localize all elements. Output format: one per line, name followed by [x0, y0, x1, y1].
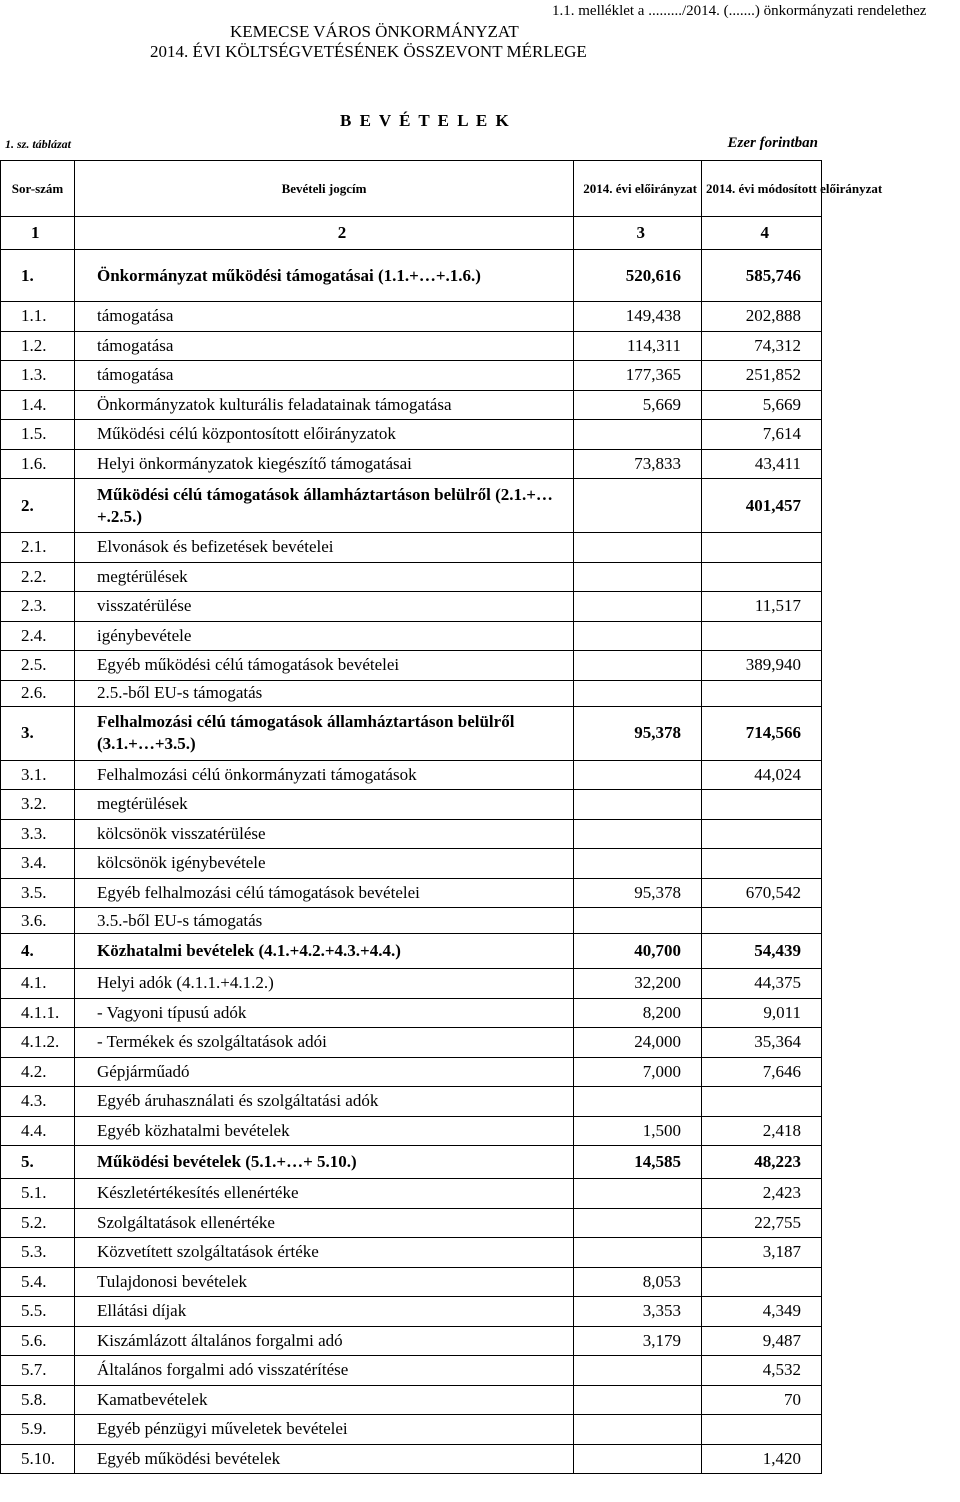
- table-row: [1, 1356, 822, 1386]
- row-title: támogatása: [75, 331, 574, 361]
- row-number: 1.: [1, 250, 75, 302]
- table-row: [1, 331, 822, 361]
- planned-amount: [574, 849, 702, 879]
- row-number: 3.4.: [1, 849, 75, 879]
- planned-amount: 3,179: [574, 1326, 702, 1356]
- row-number: 3.2.: [1, 790, 75, 820]
- row-number: 3.6.: [1, 908, 75, 934]
- row-number: 5.6.: [1, 1326, 75, 1356]
- planned-amount: [574, 1356, 702, 1386]
- table-row: [1, 1179, 822, 1209]
- table-row: [1, 1267, 822, 1297]
- table-number: 1. sz. táblázat: [5, 137, 72, 151]
- row-number: 2.3.: [1, 592, 75, 622]
- table-row: [1, 849, 822, 879]
- row-title: támogatása: [75, 361, 574, 391]
- planned-amount: [574, 1444, 702, 1474]
- planned-amount: 40,700: [574, 934, 702, 969]
- table-row: [1, 1385, 822, 1415]
- header-modified: 2014. évi módosított előirányzat: [702, 161, 822, 217]
- modified-amount: 5,669: [702, 390, 822, 420]
- row-title: kölcsönök igénybevétele: [75, 849, 574, 879]
- modified-amount: 670,542: [702, 878, 822, 908]
- row-title: Egyéb közhatalmi bevételek: [75, 1116, 574, 1146]
- modified-amount: [702, 562, 822, 592]
- modified-amount: 3,187: [702, 1238, 822, 1268]
- row-title: Kiszámlázott általános forgalmi adó: [75, 1326, 574, 1356]
- row-title: Önkormányzatok kulturális feladatainak támogatása: [75, 390, 574, 420]
- table-row: [1, 1208, 822, 1238]
- planned-amount: [574, 1087, 702, 1117]
- row-title: Felhalmozási célú önkormányzati támogatások: [75, 760, 574, 790]
- row-title: Készletértékesítés ellenértéke: [75, 1179, 574, 1209]
- planned-amount: [574, 760, 702, 790]
- modified-amount: [702, 908, 822, 934]
- row-title: Helyi adók (4.1.1.+4.1.2.): [75, 969, 574, 999]
- modified-amount: [702, 533, 822, 563]
- row-title: Önkormányzat működési támogatásai (1.1.+…+.1.6.): [75, 250, 574, 302]
- revenue-table: [0, 160, 883, 1474]
- row-title: megtérülések: [75, 790, 574, 820]
- modified-amount: 43,411: [702, 449, 822, 479]
- modified-amount: 48,223: [702, 1146, 822, 1179]
- table-row: [1, 878, 822, 908]
- row-title: igénybevétele: [75, 621, 574, 651]
- row-number: 3.3.: [1, 819, 75, 849]
- modified-amount: 9,011: [702, 998, 822, 1028]
- column-number: 2: [75, 217, 574, 250]
- row-number: 2.5.: [1, 651, 75, 681]
- planned-amount: 24,000: [574, 1028, 702, 1058]
- table-row: [1, 302, 822, 332]
- row-number: 1.4.: [1, 390, 75, 420]
- row-title: Felhalmozási célú támogatások államháztartáson belülről (3.1.+…+3.5.): [75, 706, 574, 760]
- planned-amount: [574, 908, 702, 934]
- modified-amount: 2,418: [702, 1116, 822, 1146]
- table-row: [1, 621, 822, 651]
- row-number: 4.4.: [1, 1116, 75, 1146]
- modified-amount: 70: [702, 1385, 822, 1415]
- table-row: [1, 1057, 822, 1087]
- row-number: 3.: [1, 706, 75, 760]
- municipality-name: KEMECSE VÁROS ÖNKORMÁNYZAT: [230, 22, 519, 41]
- planned-amount: [574, 420, 702, 450]
- modified-amount: 74,312: [702, 331, 822, 361]
- planned-amount: 114,311: [574, 331, 702, 361]
- row-number: 5.: [1, 1146, 75, 1179]
- table-row: [1, 1116, 822, 1146]
- planned-amount: 8,053: [574, 1267, 702, 1297]
- modified-amount: 7,614: [702, 420, 822, 450]
- modified-amount: 714,566: [702, 706, 822, 760]
- row-number: 5.2.: [1, 1208, 75, 1238]
- row-title: Egyéb áruhasználati és szolgáltatási adók: [75, 1087, 574, 1117]
- row-number: 1.5.: [1, 420, 75, 450]
- row-title: Tulajdonosi bevételek: [75, 1267, 574, 1297]
- row-number: 5.9.: [1, 1415, 75, 1445]
- row-number: 3.5.: [1, 878, 75, 908]
- row-number: 4.: [1, 934, 75, 969]
- planned-amount: [574, 562, 702, 592]
- planned-amount: [574, 621, 702, 651]
- row-title: 3.5.-ből EU-s támogatás: [75, 908, 574, 934]
- modified-amount: 35,364: [702, 1028, 822, 1058]
- planned-amount: [574, 1179, 702, 1209]
- header-planned: 2014. évi előirányzat: [574, 161, 702, 217]
- row-number: 4.3.: [1, 1087, 75, 1117]
- table-row: [1, 706, 822, 760]
- table-row: [1, 1238, 822, 1268]
- table-row: [1, 908, 822, 934]
- planned-amount: 32,200: [574, 969, 702, 999]
- planned-amount: 3,353: [574, 1297, 702, 1327]
- table-row: [1, 1146, 822, 1179]
- row-title: Kamatbevételek: [75, 1385, 574, 1415]
- row-title: - Termékek és szolgáltatások adói: [75, 1028, 574, 1058]
- modified-amount: 389,940: [702, 651, 822, 681]
- row-title: - Vagyoni típusú adók: [75, 998, 574, 1028]
- table-row: [1, 790, 822, 820]
- row-title: visszatérülése: [75, 592, 574, 622]
- modified-amount: 22,755: [702, 1208, 822, 1238]
- row-number: 4.1.: [1, 969, 75, 999]
- row-number: 3.1.: [1, 760, 75, 790]
- planned-amount: 95,378: [574, 706, 702, 760]
- modified-amount: 44,375: [702, 969, 822, 999]
- row-title: Gépjárműadó: [75, 1057, 574, 1087]
- header-serial: Sor-szám: [1, 161, 75, 217]
- budget-title: 2014. ÉVI KÖLTSÉGVETÉSÉNEK ÖSSZEVONT MÉRLEGE: [150, 42, 587, 61]
- planned-amount: 149,438: [574, 302, 702, 332]
- modified-amount: [702, 621, 822, 651]
- row-number: 2.1.: [1, 533, 75, 563]
- planned-amount: 8,200: [574, 998, 702, 1028]
- table-row: [1, 592, 822, 622]
- row-title: Működési célú központosított előirányzatok: [75, 420, 574, 450]
- row-number: 2.6.: [1, 680, 75, 706]
- row-title: Egyéb működési célú támogatások bevételei: [75, 651, 574, 681]
- row-title: Szolgáltatások ellenértéke: [75, 1208, 574, 1238]
- modified-amount: 9,487: [702, 1326, 822, 1356]
- row-number: 1.6.: [1, 449, 75, 479]
- row-number: 2.: [1, 479, 75, 533]
- planned-amount: [574, 1238, 702, 1268]
- planned-amount: [574, 680, 702, 706]
- planned-amount: 7,000: [574, 1057, 702, 1087]
- planned-amount: [574, 790, 702, 820]
- planned-amount: [574, 819, 702, 849]
- row-title: Egyéb működési bevételek: [75, 1444, 574, 1474]
- row-number: 2.4.: [1, 621, 75, 651]
- planned-amount: [574, 592, 702, 622]
- modified-amount: 4,349: [702, 1297, 822, 1327]
- column-number: 3: [574, 217, 702, 250]
- row-number: 1.3.: [1, 361, 75, 391]
- row-number: 4.1.1.: [1, 998, 75, 1028]
- row-title: Működési bevételek (5.1.+…+ 5.10.): [75, 1146, 574, 1179]
- row-number: 5.5.: [1, 1297, 75, 1327]
- planned-amount: [574, 533, 702, 563]
- modified-amount: 1,420: [702, 1444, 822, 1474]
- modified-amount: [702, 1087, 822, 1117]
- table-row: [1, 533, 822, 563]
- column-number: 1: [1, 217, 75, 250]
- table-row: [1, 390, 822, 420]
- modified-amount: 4,532: [702, 1356, 822, 1386]
- table-row: [1, 819, 822, 849]
- row-title: Helyi önkormányzatok kiegészítő támogatásai: [75, 449, 574, 479]
- table-row: [1, 1444, 822, 1474]
- modified-amount: 44,024: [702, 760, 822, 790]
- table-row: [1, 969, 822, 999]
- row-title: Általános forgalmi adó visszatérítése: [75, 1356, 574, 1386]
- row-number: 1.1.: [1, 302, 75, 332]
- table-row: [1, 1087, 822, 1117]
- row-title: Működési célú támogatások államháztartáson belülről (2.1.+…+.2.5.): [75, 479, 574, 533]
- table-row: [1, 361, 822, 391]
- row-title: Egyéb felhalmozási célú támogatások bevételei: [75, 878, 574, 908]
- table-row: [1, 934, 822, 969]
- table-row: [1, 1415, 822, 1445]
- table-row: [1, 1028, 822, 1058]
- table-row: [1, 250, 822, 302]
- header-title: Bevételi jogcím: [75, 161, 574, 217]
- modified-amount: [702, 1267, 822, 1297]
- modified-amount: [702, 680, 822, 706]
- modified-amount: 401,457: [702, 479, 822, 533]
- row-number: 5.7.: [1, 1356, 75, 1386]
- modified-amount: 54,439: [702, 934, 822, 969]
- row-title: Közvetített szolgáltatások értéke: [75, 1238, 574, 1268]
- table-row: [1, 760, 822, 790]
- modified-amount: [702, 819, 822, 849]
- modified-amount: 251,852: [702, 361, 822, 391]
- table-row: [1, 562, 822, 592]
- annex-reference: 1.1. melléklet a ........./2014. (.......) önkormányzati rendelethez: [552, 3, 927, 19]
- table-row: [1, 998, 822, 1028]
- table-row: [1, 479, 822, 533]
- table-row: [1, 449, 822, 479]
- table-row: [1, 1297, 822, 1327]
- row-number: 4.1.2.: [1, 1028, 75, 1058]
- row-title: megtérülések: [75, 562, 574, 592]
- table-row: [1, 1326, 822, 1356]
- planned-amount: 520,616: [574, 250, 702, 302]
- table-row: [1, 420, 822, 450]
- row-title: Elvonások és befizetések bevételei: [75, 533, 574, 563]
- planned-amount: [574, 651, 702, 681]
- modified-amount: 7,646: [702, 1057, 822, 1087]
- row-number: 1.2.: [1, 331, 75, 361]
- planned-amount: 177,365: [574, 361, 702, 391]
- row-number: 5.3.: [1, 1238, 75, 1268]
- planned-amount: [574, 479, 702, 533]
- modified-amount: [702, 849, 822, 879]
- planned-amount: [574, 1415, 702, 1445]
- planned-amount: 14,585: [574, 1146, 702, 1179]
- row-number: 2.2.: [1, 562, 75, 592]
- row-number: 5.1.: [1, 1179, 75, 1209]
- row-number: 5.4.: [1, 1267, 75, 1297]
- column-number: 4: [702, 217, 822, 250]
- planned-amount: [574, 1385, 702, 1415]
- table-row: [1, 680, 822, 706]
- table-header-row: [1, 161, 822, 217]
- modified-amount: 2,423: [702, 1179, 822, 1209]
- planned-amount: 95,378: [574, 878, 702, 908]
- row-number: 4.2.: [1, 1057, 75, 1087]
- row-number: 5.10.: [1, 1444, 75, 1474]
- row-title: Ellátási díjak: [75, 1297, 574, 1327]
- modified-amount: [702, 790, 822, 820]
- row-title: 2.5.-ből EU-s támogatás: [75, 680, 574, 706]
- table-row: [1, 651, 822, 681]
- planned-amount: 1,500: [574, 1116, 702, 1146]
- row-title: Egyéb pénzügyi műveletek bevételei: [75, 1415, 574, 1445]
- currency-unit: Ezer forintban: [727, 135, 818, 151]
- modified-amount: 585,746: [702, 250, 822, 302]
- modified-amount: 202,888: [702, 302, 822, 332]
- planned-amount: 5,669: [574, 390, 702, 420]
- planned-amount: [574, 1208, 702, 1238]
- row-title: Közhatalmi bevételek (4.1.+4.2.+4.3.+4.4.): [75, 934, 574, 969]
- column-number-row: [1, 217, 822, 250]
- modified-amount: 11,517: [702, 592, 822, 622]
- modified-amount: [702, 1415, 822, 1445]
- section-title: B E V É T E L E K: [340, 111, 511, 130]
- row-title: támogatása: [75, 302, 574, 332]
- row-number: 5.8.: [1, 1385, 75, 1415]
- row-title: kölcsönök visszatérülése: [75, 819, 574, 849]
- planned-amount: 73,833: [574, 449, 702, 479]
